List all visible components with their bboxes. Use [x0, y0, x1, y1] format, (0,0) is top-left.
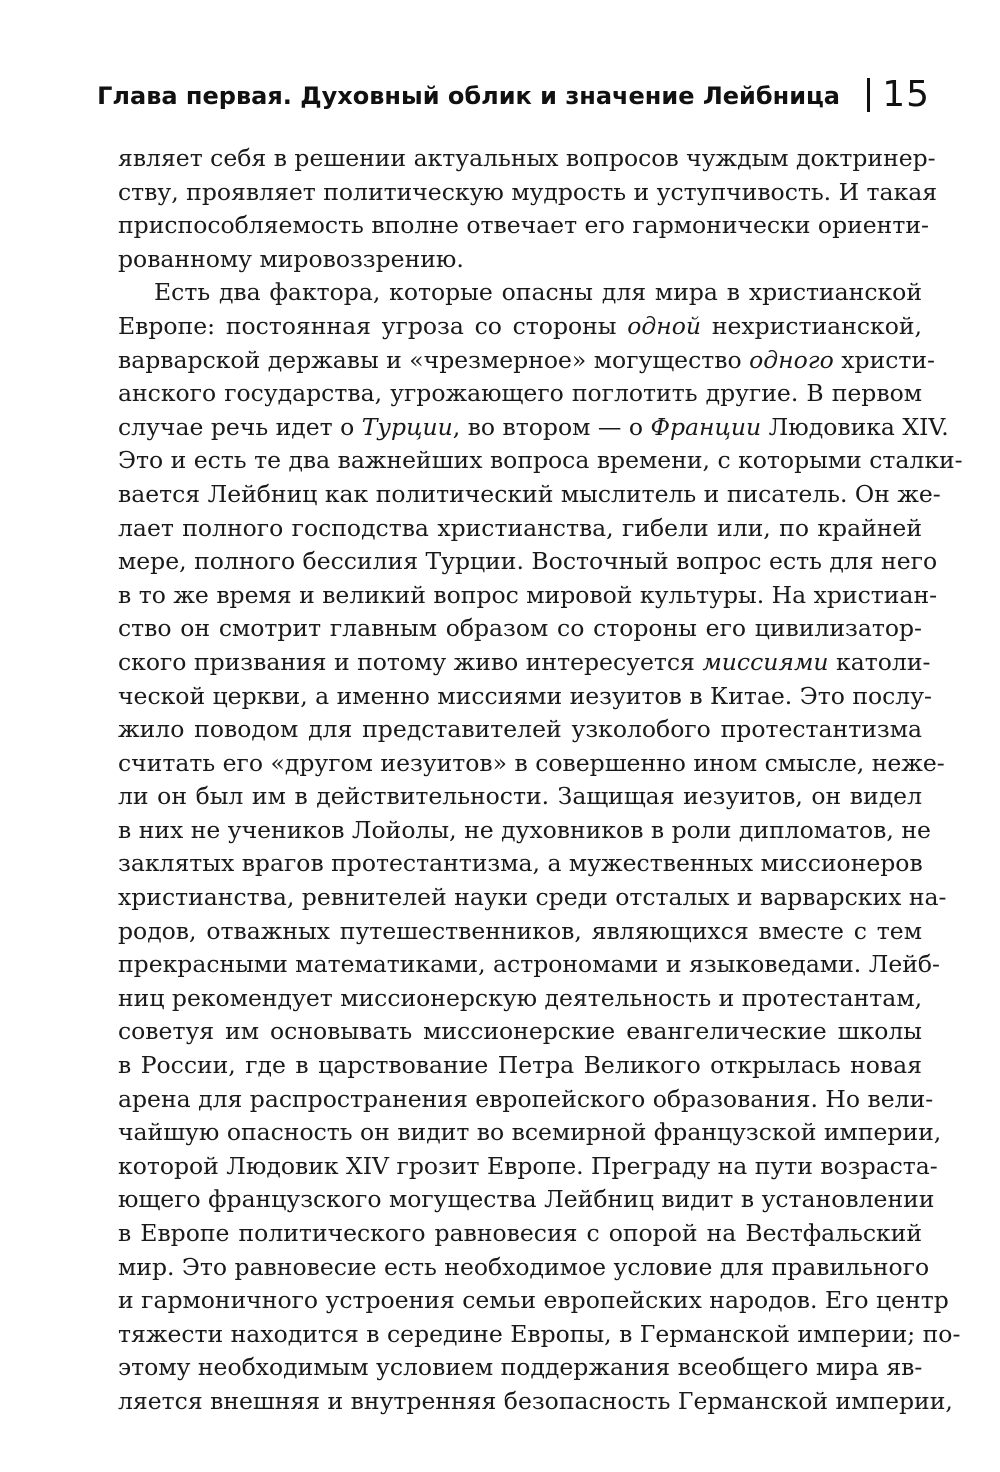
- text-run: которой Людовик XIV грозит Европе. Преграду на пути возраста-: [118, 1151, 938, 1180]
- text-run: советуя им основывать миссионерские евангелические школы: [118, 1017, 922, 1046]
- text-line: ству, проявляет политическую мудрость и уступчивость. И такая: [118, 177, 938, 206]
- paragraph-2: [118, 276, 963, 1418]
- text-line: [118, 1284, 949, 1318]
- text-line: [118, 444, 963, 478]
- text-run: случае речь идет о: [118, 412, 362, 441]
- text-run: чайшую опасность он видит во всемирной французской империи,: [118, 1118, 942, 1147]
- text-line: [118, 1251, 930, 1285]
- paragraph-1: [118, 142, 938, 276]
- text-line: [118, 1083, 934, 1117]
- text-line: [118, 847, 922, 881]
- text-line: [118, 1150, 938, 1184]
- text-run: христианства, ревнителей науки среди отсталых и варварских на-: [118, 883, 947, 912]
- text-run: ство он смотрит главным образом со стороны его цивилизатор-: [118, 614, 922, 643]
- text-run: арена для распространения европейского образования. Но вели-: [118, 1084, 934, 1113]
- text-run: ческой церкви, а именно миссиями иезуитов в Китае. Это послу-: [118, 681, 932, 710]
- text-run: ляется внешняя и внутренняя безопасность Германской империи,: [118, 1386, 953, 1415]
- text-line: [118, 680, 932, 714]
- text-line: [118, 1351, 922, 1385]
- text-run: в то же время и великий вопрос мировой культуры. На христиан-: [118, 580, 938, 609]
- text-line: [118, 612, 922, 646]
- chapter-title: Глава первая. Духовный облик и значение Лейбница: [97, 82, 840, 110]
- page-number: 15: [882, 74, 930, 115]
- text-line: [118, 713, 922, 747]
- running-header: [97, 74, 930, 120]
- text-line: [118, 814, 931, 848]
- text-run: этому необходимым условием поддержания всеобщего мира яв-: [118, 1353, 923, 1382]
- text-run: в них не учеников Лойолы, не духовников в роли дипломатов, не: [118, 815, 931, 844]
- text-run: ниц рекомендует миссионерскую деятельность и протестантам,: [118, 983, 923, 1012]
- text-run: жило поводом для представителей узколобого протестантизма: [118, 715, 922, 744]
- text-line: [118, 276, 922, 310]
- text-run: мере, полного бессилия Турции. Восточный вопрос есть для него: [118, 547, 938, 576]
- text-run: и гармоничного устроения семьи европейских народов. Его центр: [118, 1286, 949, 1315]
- header-separator: [867, 78, 870, 112]
- text-line: [118, 579, 938, 613]
- text-line: приспособляемость вполне отвечает его гармонически ориенти-: [118, 211, 929, 240]
- text-line: [118, 1183, 935, 1217]
- text-run: в России, где в царствование Петра Великого открылась новая: [118, 1051, 922, 1080]
- text-line: [118, 411, 949, 445]
- text-line: [118, 1116, 942, 1150]
- italic-text: миссиями: [702, 647, 829, 676]
- text-line: [118, 310, 922, 344]
- text-run: заклятых врагов протестантизма, а мужественных миссионеров: [118, 849, 923, 878]
- text-run: прекрасными математиками, астрономами и языковедами. Лейб-: [118, 950, 940, 979]
- text-line: [118, 512, 922, 546]
- text-run: Это и есть те два важнейших вопроса времени, с которыми сталки-: [118, 446, 963, 475]
- text-run: вается Лейбниц как политический мыслитель и писатель. Он же-: [118, 479, 941, 508]
- text-line: [118, 881, 947, 915]
- text-line: [118, 344, 935, 378]
- italic-text: одного: [749, 345, 834, 374]
- text-line: [118, 1217, 922, 1251]
- text-line: [118, 1318, 961, 1352]
- text-line: [118, 545, 938, 579]
- text-line: [118, 1015, 922, 1049]
- italic-text: Турции: [361, 412, 453, 441]
- text-line: [118, 377, 922, 411]
- text-run: родов, отважных путешественников, являющихся вместе с тем: [118, 916, 922, 945]
- text-run: анского государства, угрожающего поглотить другие. В первом: [118, 379, 922, 408]
- text-run: нехристианской,: [701, 311, 922, 340]
- text-run: мир. Это равновесие есть необходимое условие для правильного: [118, 1252, 930, 1281]
- text-line: [118, 915, 922, 949]
- text-run: Людовика XIV.: [761, 412, 949, 441]
- text-line: [118, 747, 945, 781]
- body-text: [118, 142, 963, 1419]
- text-line: [118, 1049, 922, 1083]
- text-run: ли он был им в действительности. Защищая иезуитов, он видел: [118, 782, 922, 811]
- text-run: Европе: постоянная угроза со стороны: [118, 311, 628, 340]
- text-run: ского призвания и потому живо интересуется: [118, 647, 703, 676]
- text-run: ющего французского могущества Лейбниц видит в установлении: [118, 1185, 935, 1214]
- text-run: Есть два фактора, которые опасны для мира в христианской: [154, 278, 922, 307]
- text-run: считать его «другом иезуитов» в совершенно ином смысле, неже-: [118, 748, 945, 777]
- italic-text: Франции: [650, 412, 762, 441]
- text-run: тяжести находится в середине Европы, в Германской империи; по-: [118, 1319, 961, 1348]
- italic-text: одной: [627, 311, 702, 340]
- text-line: являет себя в решении актуальных вопросов чуждым доктринер-: [118, 144, 936, 172]
- text-line: [118, 948, 940, 982]
- text-run: варварской державы и «чрезмерное» могущество: [118, 345, 750, 374]
- text-line: рованному мировоззрению.: [118, 244, 464, 273]
- text-run: , во втором — о: [452, 412, 651, 441]
- text-run: христи-: [833, 345, 935, 374]
- text-line: [118, 478, 941, 512]
- text-run: лает полного господства христианства, гибели или, по крайней: [118, 513, 922, 542]
- text-line: [118, 780, 922, 814]
- text-run: католи-: [828, 647, 931, 676]
- text-line: [118, 1385, 953, 1419]
- text-line: [118, 982, 922, 1016]
- text-run: в Европе политического равновесия с опорой на Вестфальский: [118, 1219, 922, 1247]
- text-line: [118, 646, 931, 680]
